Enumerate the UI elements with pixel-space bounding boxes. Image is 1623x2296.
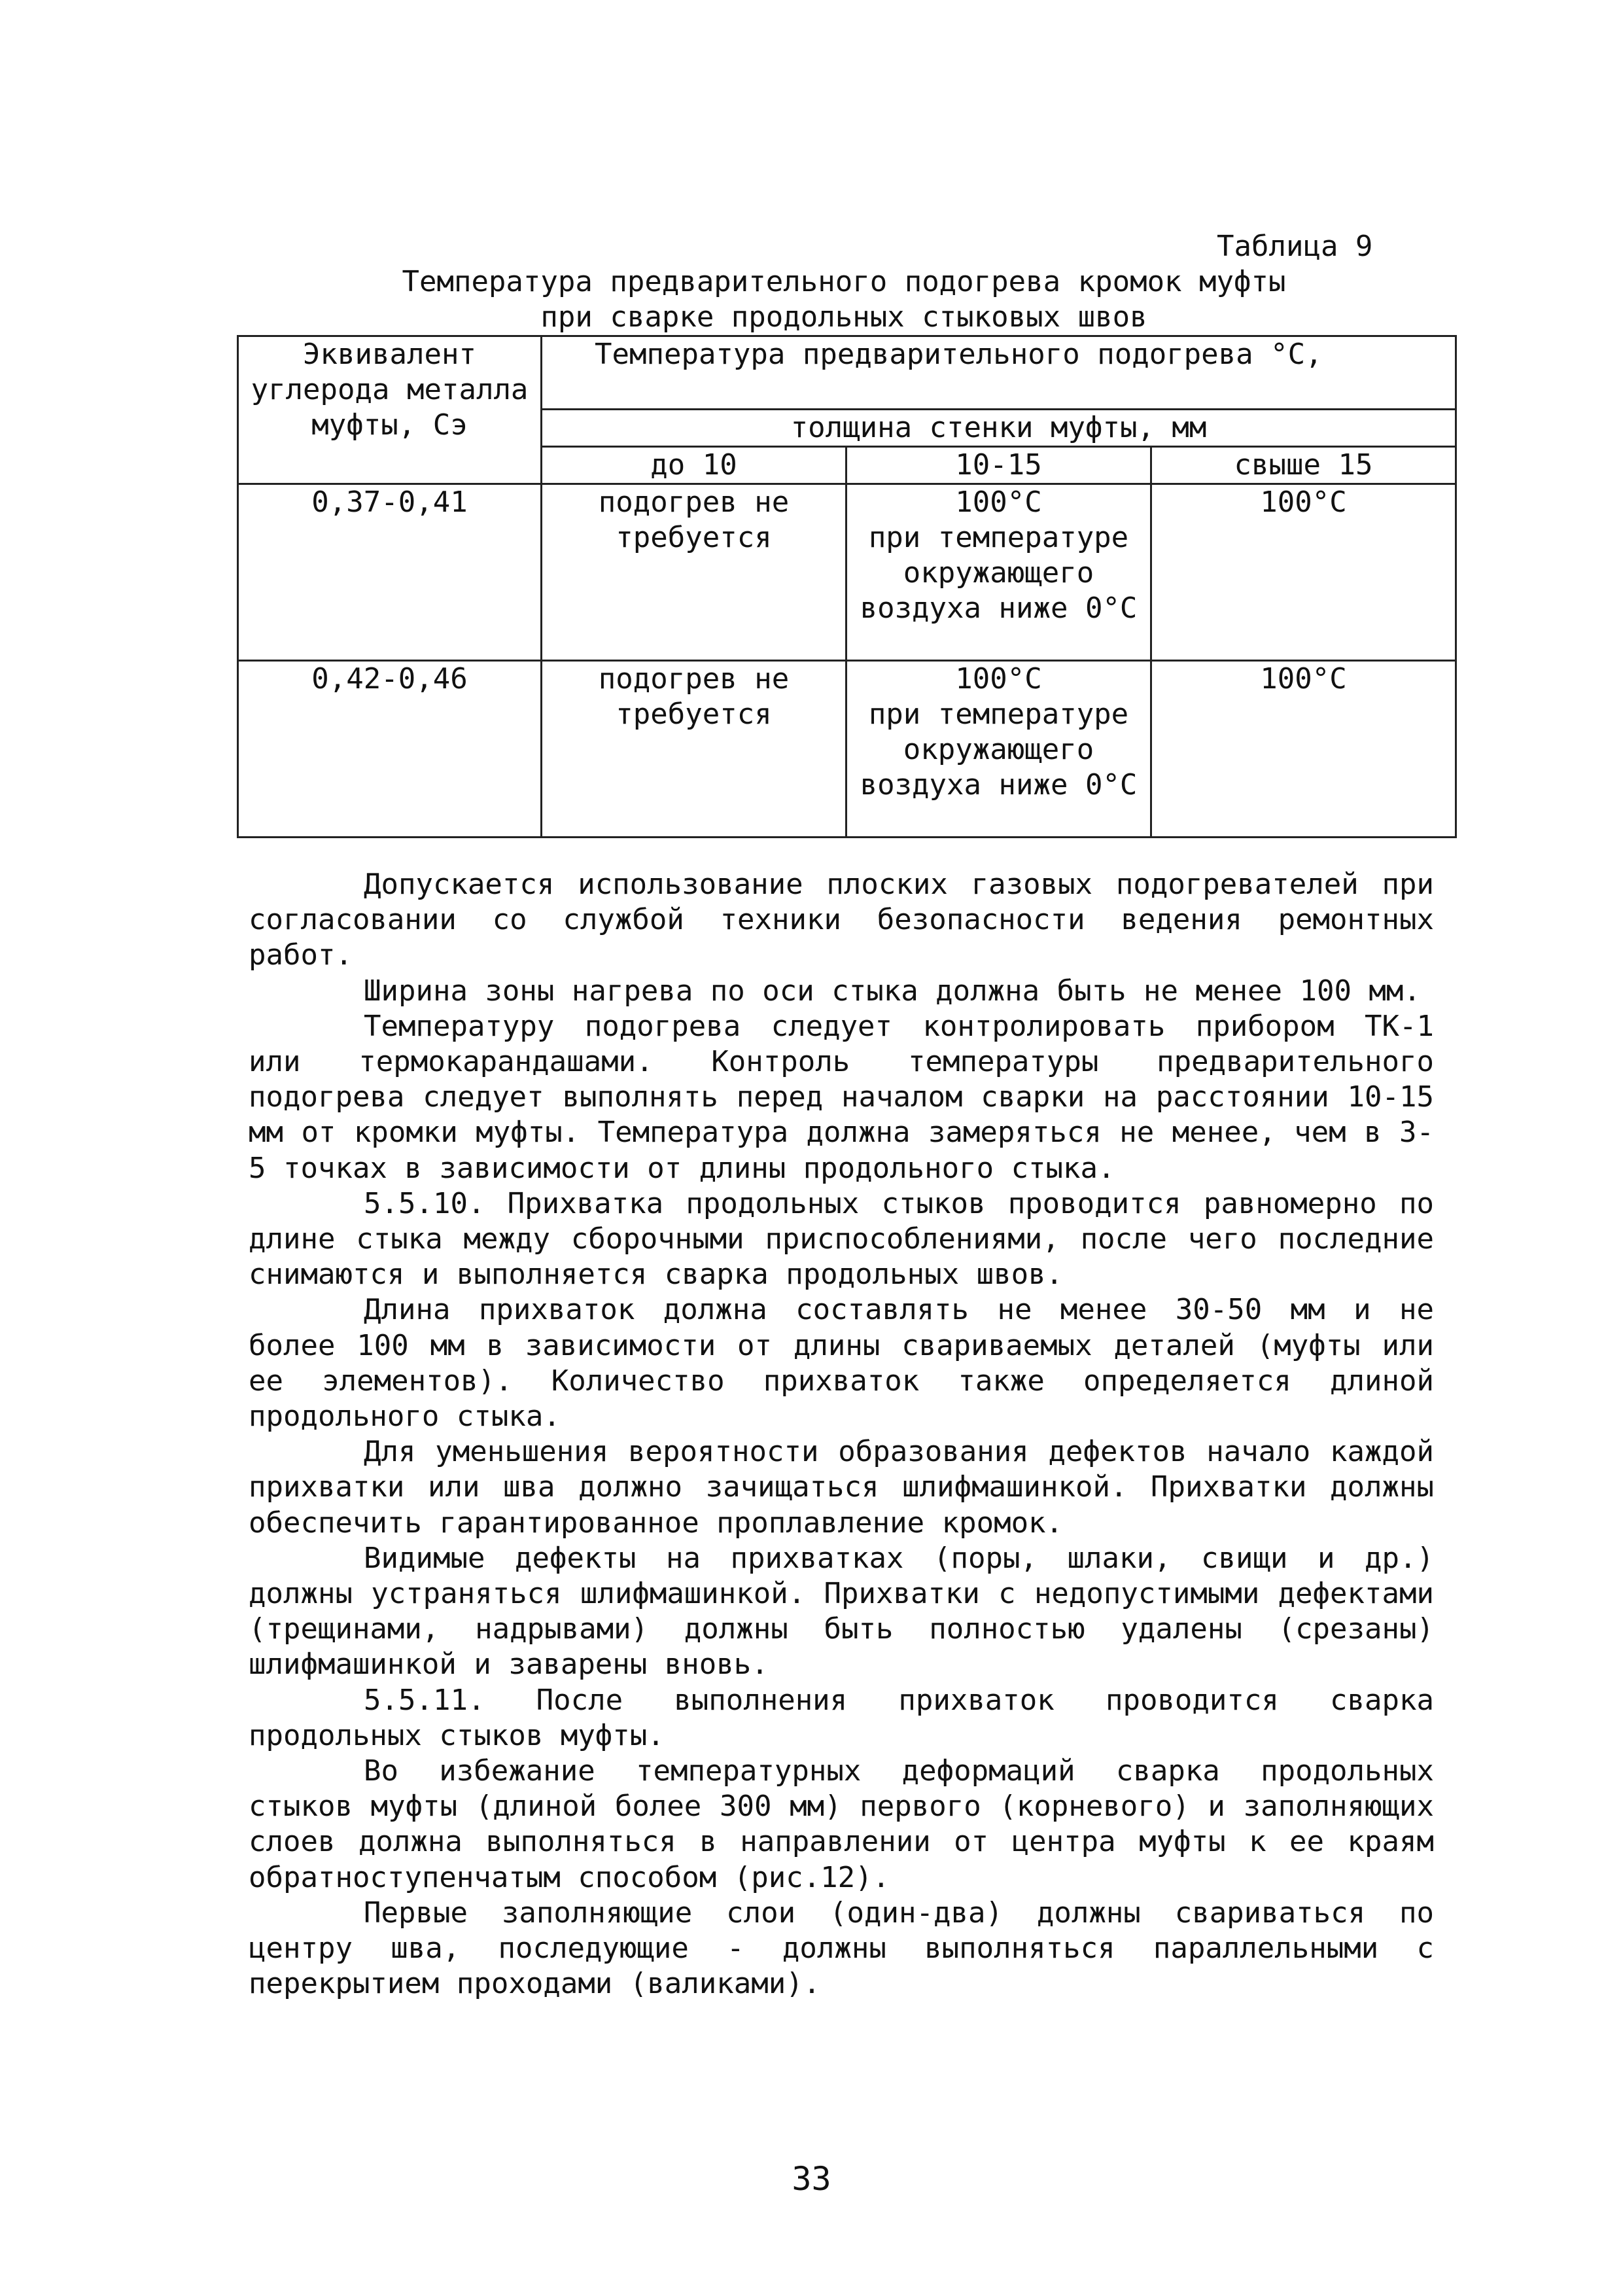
table-row xyxy=(238,484,1456,661)
cell-10-15 xyxy=(846,661,1151,838)
paragraph: Первые заполняющие слои (один-два) должны свариваться по центру шва, последующие - должны выполняться параллельными с перекрытием проходами (валиками). xyxy=(249,1896,1434,2001)
cell-10-15-temperature: 100°С xyxy=(955,662,1042,696)
paragraph: Ширина зоны нагрева по оси стыка должна быть не менее 100 мм. xyxy=(364,974,1421,1008)
cell-10-15-condition: при температуре окружающего воздуха ниже 0°С xyxy=(860,521,1138,625)
paragraph: Видимые дефекты на прихватках (поры, шлаки, свищи и др.) должны устраняться шлифмашинкой. Прихватки с недопустимыми дефектами (трещинами, надрывами) должны быть полностью удалены (срезаны) шлифмашинкой и заварены вновь. xyxy=(249,1541,1434,1682)
table-label: Таблица 9 xyxy=(1217,230,1373,263)
table-row xyxy=(238,661,1456,838)
cell-over-15: 100°С xyxy=(1151,661,1456,838)
header-up-to-10: до 10 xyxy=(542,447,846,484)
table-title xyxy=(236,264,1452,335)
preheat-temperature-table xyxy=(237,335,1457,838)
header-preheat-temperature: Температура предварительного подогрева °С, xyxy=(542,336,1456,410)
cell-carbon-equivalent: 0,42-0,46 xyxy=(238,661,542,838)
paragraph: 5.5.10. Прихватка продольных стыков проводится равномерно по длине стыка между сборочными приспособлениями, после чего последние снимаются и выполняется сварка продольных швов. xyxy=(249,1186,1434,1292)
body-text xyxy=(249,867,1434,2002)
page-number: 33 xyxy=(792,2160,831,2198)
paragraph: Длина прихваток должна составлять не менее 30-50 мм и не более 100 мм в зависимости от длины свариваемых деталей (муфты или ее элементов). Количество прихваток также определяется длиной продольного стыка. xyxy=(249,1293,1434,1434)
cell-up-to-10: подогрев не требуется xyxy=(542,484,846,661)
header-over-15: свыше 15 xyxy=(1151,447,1456,484)
paragraph: Во избежание температурных деформаций сварка продольных стыков муфты (длиной более 300 мм) первого (корневого) и заполняющих слоев должна выполняться в направлении от центра муфты к ее краям обратноступенчатым способом (рис.12). xyxy=(249,1754,1434,1894)
cell-carbon-equivalent: 0,37-0,41 xyxy=(238,484,542,661)
paragraph: 5.5.11. После выполнения прихваток проводится сварка продольных стыков муфты. xyxy=(249,1683,1434,1752)
paragraph: Для уменьшения вероятности образования дефектов начало каждой прихватки или шва должно зачищаться шлифмашинкой. Прихватки должны обеспечить гарантированное проплавление кромок. xyxy=(249,1435,1434,1540)
header-10-15: 10-15 xyxy=(846,447,1151,484)
cell-up-to-10: подогрев не требуется xyxy=(542,661,846,838)
cell-10-15 xyxy=(846,484,1151,661)
cell-10-15-temperature: 100°С xyxy=(955,486,1042,519)
cell-10-15-condition: при температуре окружающего воздуха ниже 0°С xyxy=(860,698,1138,802)
paragraph: Допускается использование плоских газовых подогревателей при согласовании со службой техники безопасности ведения ремонтных работ. xyxy=(249,868,1434,972)
table-title-line-2: при сварке продольных стыковых швов xyxy=(540,300,1147,334)
header-carbon-equivalent: Эквивалент углерода металла муфты, Сэ xyxy=(238,336,542,484)
cell-over-15: 100°С xyxy=(1151,484,1456,661)
paragraph: Температуру подогрева следует контролировать прибором ТК-1 или термокарандашами. Контроль температуры предварительного подогрева следует выполнять перед началом сварки на расстоянии 10-15 мм от кромки муфты. Температура должна замеряться не менее, чем в 3-5 точках в зависимости от длины продольного стыка. xyxy=(249,1009,1434,1185)
header-wall-thickness: толщина стенки муфты, мм xyxy=(542,410,1456,447)
table-title-line-1: Температура предварительного подогрева кромок муфты xyxy=(402,265,1286,298)
